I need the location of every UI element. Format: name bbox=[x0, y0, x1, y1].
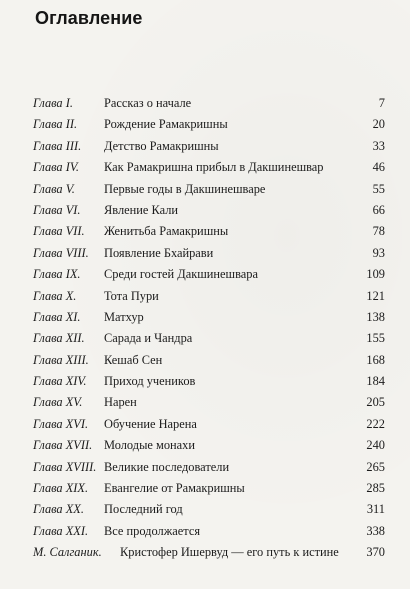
chapter-title: Среди гостей Дакшинешвара bbox=[104, 267, 258, 282]
page-number: 311 bbox=[366, 502, 385, 517]
toc-entry bbox=[33, 414, 385, 435]
page-number: 33 bbox=[372, 138, 385, 153]
toc-entry bbox=[33, 521, 385, 542]
page-number: 338 bbox=[366, 523, 385, 538]
chapter-label: Глава XVI. bbox=[33, 416, 89, 431]
chapter-title: Явление Кали bbox=[104, 202, 179, 217]
chapter-label: Глава XX. bbox=[33, 502, 84, 517]
page-number: 370 bbox=[366, 545, 385, 560]
toc-entry bbox=[33, 136, 385, 157]
page-number: 121 bbox=[366, 288, 385, 303]
page-number: 55 bbox=[372, 181, 385, 196]
chapter-title: Евангелие от Рамакришны bbox=[104, 481, 245, 496]
chapter-label: Глава VI. bbox=[33, 202, 81, 217]
toc-entry bbox=[33, 392, 385, 413]
chapter-label: Глава II. bbox=[33, 117, 78, 132]
chapter-label: Глава XIX. bbox=[33, 481, 89, 496]
toc-entry bbox=[33, 200, 385, 221]
toc-entry bbox=[33, 264, 385, 285]
chapter-title: Тота Пури bbox=[104, 288, 159, 303]
chapter-title: Как Рамакришна прибыл в Дакшинешвар bbox=[104, 160, 324, 175]
chapter-title: Все продолжается bbox=[104, 523, 201, 538]
page-number: 205 bbox=[366, 395, 385, 410]
chapter-label: Глава XXI. bbox=[33, 523, 89, 538]
chapter-label: Глава IV. bbox=[33, 160, 79, 175]
chapter-label: Глава XI. bbox=[33, 309, 81, 324]
toc-entry bbox=[33, 221, 385, 242]
chapter-title: Рассказ о начале bbox=[104, 96, 192, 110]
chapter-title: Рождение Рамакришны bbox=[104, 117, 228, 132]
chapter-label: Глава VII. bbox=[33, 224, 85, 239]
toc-entry bbox=[33, 328, 385, 349]
toc-entry bbox=[33, 179, 385, 200]
page-number: 168 bbox=[366, 352, 385, 367]
chapter-title: Нарен bbox=[104, 395, 137, 410]
page-number: 66 bbox=[372, 202, 385, 217]
chapter-label: Глава XII. bbox=[33, 331, 85, 346]
page-number: 285 bbox=[366, 481, 385, 496]
page-number: 184 bbox=[366, 374, 385, 389]
toc-entry bbox=[33, 243, 385, 264]
chapter-label: Глава XV. bbox=[33, 395, 83, 410]
toc-entry bbox=[33, 350, 385, 371]
chapter-label: Глава V. bbox=[33, 181, 75, 196]
toc-entry bbox=[33, 457, 385, 478]
page-number: 93 bbox=[372, 245, 385, 260]
chapter-label: Глава XIII. bbox=[33, 352, 89, 367]
chapter-label: Глава I. bbox=[33, 96, 73, 110]
toc-entry bbox=[33, 157, 385, 178]
page-number: 265 bbox=[366, 459, 385, 474]
table-of-contents bbox=[33, 93, 385, 564]
toc-entry bbox=[33, 478, 385, 499]
page-number: 78 bbox=[372, 224, 385, 239]
chapter-label: Глава XVII. bbox=[33, 438, 93, 453]
chapter-label: Глава X. bbox=[33, 288, 77, 303]
chapter-label: Глава VIII. bbox=[33, 245, 89, 260]
chapter-title: Великие последователи bbox=[104, 459, 230, 474]
page-number: 155 bbox=[366, 331, 385, 346]
chapter-title: Приход учеников bbox=[104, 374, 196, 389]
chapter-label: Глава XIV. bbox=[33, 374, 87, 389]
toc-entry bbox=[33, 371, 385, 392]
chapter-title: Обучение Нарена bbox=[104, 416, 197, 431]
page-number: 109 bbox=[366, 267, 385, 282]
toc-entry bbox=[33, 435, 385, 456]
page-number: 240 bbox=[366, 438, 385, 453]
page-number: 138 bbox=[366, 309, 385, 324]
toc-entry bbox=[33, 114, 385, 135]
toc-entry bbox=[33, 286, 385, 307]
chapter-title: Появление Бхайрави bbox=[104, 245, 214, 260]
afterword-title: Кристофер Ишервуд — его путь к истине bbox=[120, 545, 339, 560]
page-number: 7 bbox=[378, 96, 385, 110]
author-label: М. Салганик. bbox=[33, 545, 102, 560]
chapter-title: Кешаб Сен bbox=[104, 352, 163, 367]
chapter-title: Матхур bbox=[104, 309, 144, 324]
chapter-title: Сарада и Чандра bbox=[104, 331, 193, 346]
page-title: Оглавление bbox=[35, 8, 143, 28]
toc-entry bbox=[33, 307, 385, 328]
chapter-title: Первые годы в Дакшинешваре bbox=[104, 181, 266, 196]
page-number: 46 bbox=[372, 160, 385, 175]
page-number: 20 bbox=[372, 117, 385, 132]
chapter-title: Молодые монахи bbox=[104, 438, 195, 453]
chapter-title: Женитьба Рамакришны bbox=[104, 224, 229, 239]
page-number: 222 bbox=[366, 416, 385, 431]
chapter-label: Глава XVIII. bbox=[33, 459, 97, 474]
chapter-label: Глава III. bbox=[33, 138, 82, 153]
chapter-title: Последний год bbox=[104, 502, 183, 517]
chapter-title: Детство Рамакришны bbox=[104, 138, 219, 153]
chapter-label: Глава IX. bbox=[33, 267, 81, 282]
toc-entry bbox=[33, 93, 385, 114]
toc-entry-afterword bbox=[33, 542, 385, 563]
toc-entry bbox=[33, 499, 385, 520]
